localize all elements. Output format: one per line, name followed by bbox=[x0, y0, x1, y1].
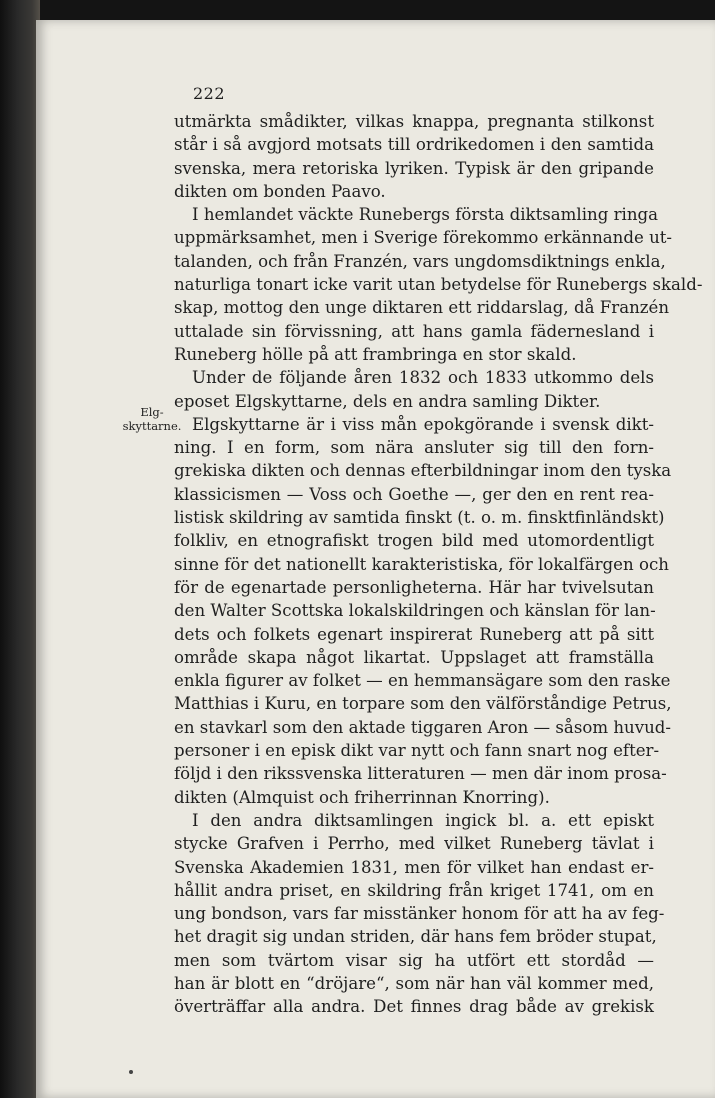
text-line: I hemlandet väckte Runebergs första diktsamling ringa bbox=[192, 205, 659, 225]
text-line: han är blott en “dröjare“, som när han väl kommer med, bbox=[174, 973, 654, 993]
text-line: följd i den rikssvenska litteraturen — men där inom prosa- bbox=[174, 764, 667, 784]
text-line: naturliga tonart icke varit utan betydelse för Runebergs skald- bbox=[174, 275, 703, 295]
text-line: Runeberg hölle på att frambringa en stor skald. bbox=[174, 344, 577, 364]
book-page bbox=[36, 20, 715, 1098]
text-line: uttalade sin förvissning, att hans gamla fädernesland i bbox=[174, 321, 654, 341]
text-line: dikten (Almquist och friherrinnan Knorring). bbox=[174, 787, 550, 807]
book-binding-edge bbox=[0, 0, 40, 1098]
text-line: sinne för det nationellt karakteristiska, för lokalfärgen och bbox=[174, 554, 669, 574]
text-line: Matthias i Kuru, en torpare som den välförståndige Petrus, bbox=[174, 694, 672, 714]
page-number: 222 bbox=[193, 84, 226, 103]
scan-top-band bbox=[0, 0, 715, 22]
text-line: grekiska dikten och dennas efterbildningar inom den tyska bbox=[174, 461, 672, 481]
text-line: listisk skildring av samtida finskt (t. o. m. finsktfinländskt) bbox=[174, 508, 665, 528]
scan-speck bbox=[129, 1070, 133, 1074]
text-line: en stavkarl som den aktade tiggaren Aron — såsom huvud- bbox=[174, 717, 671, 737]
text-line: personer i en episk dikt var nytt och fann snart nog efter- bbox=[174, 741, 660, 761]
text-line: Svenska Akademien 1831, men för vilket han endast er- bbox=[174, 857, 654, 877]
text-line: utmärkta smådikter, vilkas knappa, pregnanta stilkonst bbox=[174, 112, 654, 131]
text-line: eposet Elgskyttarne, dels en andra samling Dikter. bbox=[174, 391, 601, 411]
text-line: svenska, mera retoriska lyriken. Typisk är den gripande bbox=[174, 158, 654, 178]
text-line: folkliv, en etnografiskt trogen bild med utomordentligt bbox=[174, 531, 654, 551]
text-line: dikten om bonden Paavo. bbox=[174, 181, 386, 201]
text-line: men som tvärtom visar sig ha utfört ett stordåd — bbox=[174, 950, 654, 970]
text-line: uppmärksamhet, men i Sverige förekommo erkännande ut- bbox=[174, 228, 673, 248]
text-line: klassicismen — Voss och Goethe —, ger den en rent rea- bbox=[174, 484, 654, 504]
text-line: står i så avgjord motsats till ordrikedomen i den samtida bbox=[174, 135, 654, 155]
text-line: het dragit sig undan striden, där hans fem bröder stupat, bbox=[174, 927, 657, 947]
body-text bbox=[174, 110, 703, 1019]
text-line: dets och folkets egenart inspirerat Runeberg att på sitt bbox=[174, 624, 654, 644]
margin-note-line: Elg- bbox=[140, 405, 164, 419]
text-line: den Walter Scottska lokalskildringen och känslan för lan- bbox=[174, 601, 656, 621]
text-line: skap, mottog den unge diktaren ett riddarslag, då Franzén bbox=[174, 298, 670, 318]
text-line: överträffar alla andra. Det finnes drag både av grekisk bbox=[174, 997, 654, 1017]
text-line: ning. I en form, som nära ansluter sig till den forn- bbox=[174, 438, 654, 458]
text-line: enkla figurer av folket — en hemmansägare som den raske bbox=[174, 671, 671, 691]
text-line: Elgskyttarne är i viss mån epokgörande i svensk dikt- bbox=[192, 414, 654, 434]
text-line: I den andra diktsamlingen ingick bl. a. ett episkt bbox=[192, 810, 654, 830]
text-line: hållit andra priset, en skildring från kriget 1741, om en bbox=[174, 880, 654, 900]
text-line: Under de följande åren 1832 och 1833 utkommo dels bbox=[192, 368, 654, 388]
text-line: ung bondson, vars far misstänker honom för att ha av feg- bbox=[174, 904, 665, 924]
text-line: för de egenartade personligheterna. Här har tvivelsutan bbox=[174, 577, 654, 597]
text-line: område skapa något likartat. Uppslaget att framställa bbox=[174, 647, 654, 667]
margin-note-line: skyttarne. bbox=[122, 419, 182, 433]
text-line: stycke Grafven i Perrho, med vilket Runeberg tävlat i bbox=[174, 834, 654, 854]
text-line: talanden, och från Franzén, vars ungdomsdiktnings enkla, bbox=[174, 251, 666, 271]
